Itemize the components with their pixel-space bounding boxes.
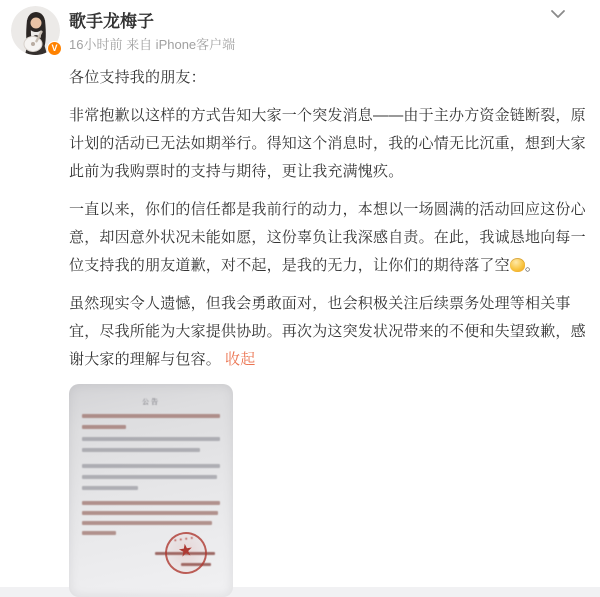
- document-text-line: [82, 437, 220, 441]
- attachment-image[interactable]: [69, 384, 233, 597]
- post-paragraph-3: [69, 290, 587, 374]
- document-text-line: [82, 425, 126, 429]
- post-content: [69, 64, 587, 597]
- bowing-emoji-icon: [510, 258, 525, 272]
- avatar[interactable]: [11, 6, 60, 55]
- post-paragraph-3-text: 虽然现实令人遗憾，但我会勇敢面对，也会积极关注后续票务处理等相关事宜，尽我所能为大家提供协助。再次为这突发状况带来的不便和失望致歉，感谢大家的理解与包容。: [69, 295, 586, 368]
- post-paragraph-2-text: 一直以来，你们的信任都是我前行的动力，本想以一场圆满的活动回应这份心意，却因意外状况未能如愿，这份辜负让我深感自责。在此，我诚恳地向每一位支持我的朋友道歉，对不起，是我的无力，让你们的期待落了空: [69, 201, 586, 274]
- seal-star-icon: ★: [176, 540, 195, 561]
- seal-ring-text: ● ● ● ●: [173, 534, 195, 543]
- chevron-down-icon[interactable]: [548, 4, 568, 24]
- post-greeting: 各位支持我的朋友：: [69, 69, 206, 86]
- document-text-line: [82, 531, 116, 535]
- post-paragraph-2: [69, 196, 587, 280]
- document-text-line: [82, 521, 212, 525]
- post-header: [0, 0, 600, 58]
- verified-v-badge: V: [47, 41, 62, 56]
- document-title: 公告: [142, 399, 160, 406]
- post-paragraph-2-period: 。: [524, 257, 541, 274]
- document-text-line: [82, 475, 217, 479]
- author-block: [69, 8, 584, 54]
- document-text-line: [82, 464, 220, 468]
- document-text-line: [82, 501, 220, 505]
- collapse-link[interactable]: 收起: [225, 351, 256, 368]
- author-name[interactable]: 歌手龙梅子: [69, 12, 154, 31]
- document-text-line: [82, 414, 220, 418]
- document-text-line: [82, 486, 138, 490]
- official-seal-stamp: [162, 529, 209, 576]
- document-text-line: [82, 511, 218, 515]
- document-text-line: [82, 448, 200, 452]
- post-paragraph-1: 非常抱歉以这样的方式告知大家一个突发消息——由于主办方资金链断裂，原计划的活动已无法如期举行。得知这个消息时，我的心情无比沉重，想到大家此前为我购票时的支持与期待，更让我充满愧疚。: [69, 107, 586, 180]
- post-meta: 16小时前 来自 iPhone客户端: [69, 37, 236, 52]
